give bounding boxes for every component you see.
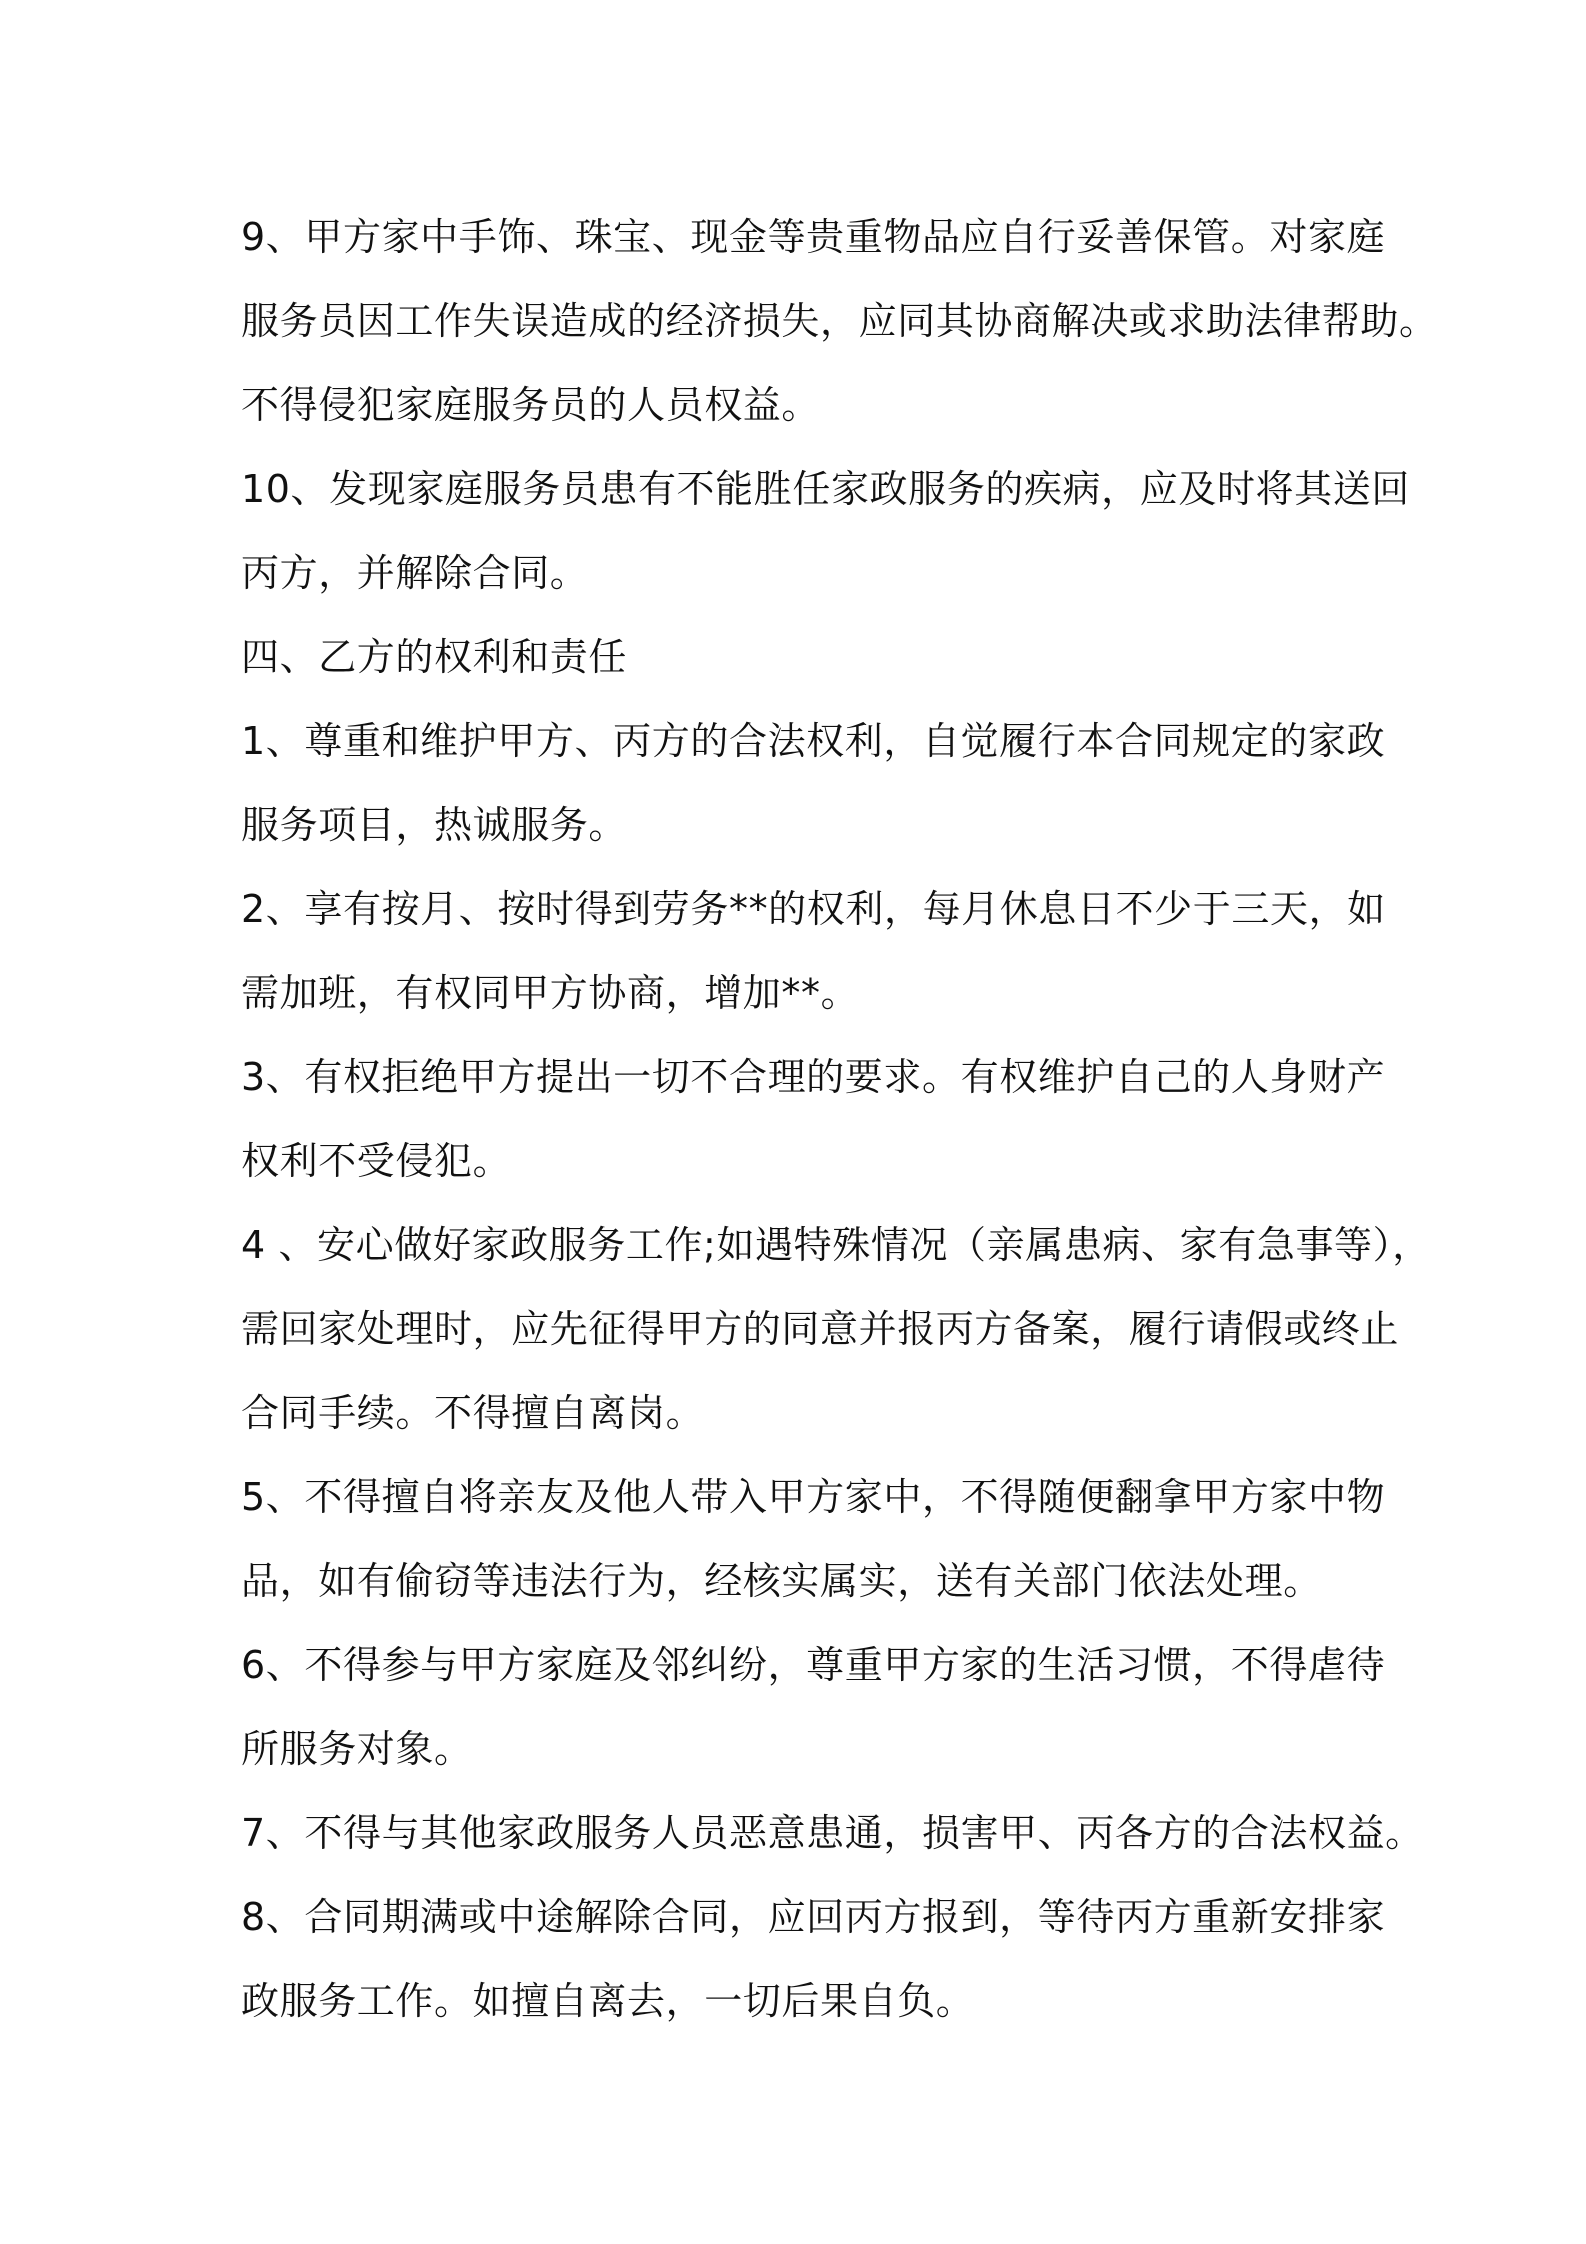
text-line: 需回家处理时，应先征得甲方的同意并报丙方备案，履行请假或终止 <box>241 1307 1400 1351</box>
clause-9-paragraph <box>241 195 1438 447</box>
text-line: 丙方，并解除合同。 <box>241 551 589 595</box>
text-line: 品，如有偷窃等违法行为，经核实属实，送有关部门依法处理。 <box>241 1559 1322 1603</box>
party-b-clause-4-paragraph <box>241 1203 1431 1455</box>
text-line: 政服务工作。如擅自离去，一切后果自负。 <box>241 1979 975 2023</box>
heading-line: 四、乙方的权利和责任 <box>241 635 628 679</box>
document-body <box>241 195 1438 2043</box>
text-line: 不得侵犯家庭服务员的人员权益。 <box>241 383 821 427</box>
text-line: 9、甲方家中手饰、珠宝、现金等贵重物品应自行妥善保管。对家庭 <box>241 215 1386 259</box>
party-b-clause-2-paragraph <box>241 867 1391 1035</box>
party-b-clause-8-paragraph <box>241 1875 1391 2043</box>
party-b-clause-5-paragraph <box>241 1455 1391 1623</box>
text-line: 3、有权拒绝甲方提出一切不合理的要求。有权维护自己的人身财产 <box>241 1055 1386 1099</box>
party-b-clause-3-paragraph <box>241 1035 1391 1203</box>
party-b-clause-6-paragraph <box>241 1623 1391 1791</box>
section-4-heading <box>241 615 1391 699</box>
text-line: 10、发现家庭服务员患有不能胜任家政服务的疾病，应及时将其送回 <box>241 467 1410 511</box>
text-line: 所服务对象。 <box>241 1727 473 1771</box>
text-line: 6、不得参与甲方家庭及邻纠纷，尊重甲方家的生活习惯，不得虐待 <box>241 1643 1386 1687</box>
clause-10-paragraph <box>241 447 1410 615</box>
text-line: 合同手续。不得擅自离岗。 <box>241 1391 705 1435</box>
text-line: 需加班，有权同甲方协商，增加**。 <box>241 971 860 1015</box>
text-line: 服务员因工作失误造成的经济损失，应同其协商解决或求助法律帮助。 <box>241 299 1438 343</box>
text-line: 8、合同期满或中途解除合同，应回丙方报到，等待丙方重新安排家 <box>241 1895 1386 1939</box>
party-b-clause-7-paragraph <box>241 1791 1424 1875</box>
party-b-clause-1-paragraph <box>241 699 1391 867</box>
text-line: 7、不得与其他家政服务人员恶意患通，损害甲、丙各方的合法权益。 <box>241 1811 1424 1855</box>
text-line: 4 、安心做好家政服务工作;如遇特殊情况（亲属患病、家有急事等）， <box>241 1223 1431 1267</box>
text-line: 1、尊重和维护甲方、丙方的合法权利，自觉履行本合同规定的家政 <box>241 719 1386 763</box>
text-line: 服务项目，热诚服务。 <box>241 803 628 847</box>
text-line: 5、不得擅自将亲友及他人带入甲方家中，不得随便翻拿甲方家中物 <box>241 1475 1386 1519</box>
text-line: 权利不受侵犯。 <box>241 1139 512 1183</box>
text-line: 2、享有按月、按时得到劳务**的权利，每月休息日不少于三天，如 <box>241 887 1386 931</box>
